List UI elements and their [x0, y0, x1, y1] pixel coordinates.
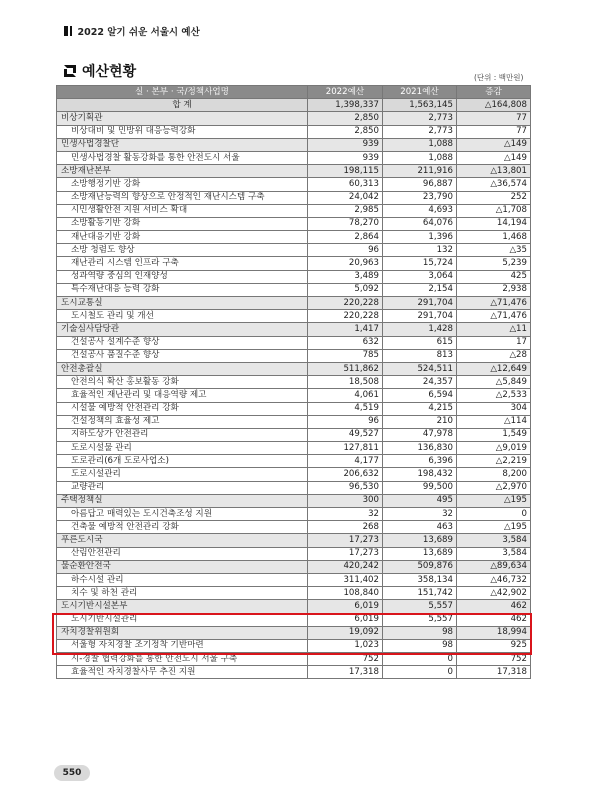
budget-2021: 2,154	[383, 283, 457, 296]
budget-2021: 96,887	[383, 178, 457, 191]
section-row	[57, 362, 531, 375]
section-row	[57, 138, 531, 151]
budget-2022: 18,508	[308, 376, 383, 389]
row-name: 물순환안전국	[57, 560, 308, 573]
section-row	[57, 297, 531, 310]
budget-2021: 5,557	[383, 613, 457, 626]
budget-diff: 8,200	[457, 468, 531, 481]
section-row	[57, 323, 531, 336]
row-name: 소방 청렴도 향상	[57, 244, 308, 257]
budget-2022: 108,840	[308, 587, 383, 600]
row-name: 아름답고 매력있는 도시건축조성 지원	[57, 508, 308, 521]
budget-2022: 96	[308, 415, 383, 428]
budget-2021: 1,088	[383, 151, 457, 164]
budget-diff: 304	[457, 402, 531, 415]
table-row	[57, 283, 531, 296]
budget-diff: 3,584	[457, 534, 531, 547]
budget-diff: △71,476	[457, 297, 531, 310]
budget-2021: 47,978	[383, 428, 457, 441]
row-name: 치수 및 하천 관리	[57, 587, 308, 600]
column-header: 실 · 본부 · 국/정책사업명	[57, 86, 308, 99]
table-row	[57, 455, 531, 468]
table-row	[57, 508, 531, 521]
budget-diff: △2,219	[457, 455, 531, 468]
table-row	[57, 204, 531, 217]
budget-diff: △42,902	[457, 587, 531, 600]
table-row	[57, 415, 531, 428]
budget-2021: 198,432	[383, 468, 457, 481]
budget-diff: 5,239	[457, 257, 531, 270]
budget-2021: 6,396	[383, 455, 457, 468]
budget-2022: 785	[308, 349, 383, 362]
row-name: 시설물 예방적 안전관리 강화	[57, 402, 308, 415]
total-row	[57, 99, 531, 112]
budget-2022: 6,019	[308, 600, 383, 613]
table-row	[57, 547, 531, 560]
budget-2021: 64,076	[383, 217, 457, 230]
table-row	[57, 481, 531, 494]
budget-diff: △195	[457, 521, 531, 534]
budget-2022: 939	[308, 151, 383, 164]
budget-diff: △2,970	[457, 481, 531, 494]
budget-2022: 1,417	[308, 323, 383, 336]
budget-2021: 23,790	[383, 191, 457, 204]
budget-2021: 2,773	[383, 112, 457, 125]
table-row	[57, 191, 531, 204]
budget-2021: 3,064	[383, 270, 457, 283]
budget-2022: 632	[308, 336, 383, 349]
budget-2022: 4,519	[308, 402, 383, 415]
table-row	[57, 613, 531, 626]
budget-diff: △149	[457, 138, 531, 151]
budget-2022: 32	[308, 508, 383, 521]
row-name: 소방재난본부	[57, 165, 308, 178]
table-row	[57, 639, 531, 652]
row-name: 기술심사담당관	[57, 323, 308, 336]
budget-2022: 24,042	[308, 191, 383, 204]
table-row	[57, 653, 531, 666]
page-number: 550	[54, 765, 90, 781]
budget-diff: 1,468	[457, 231, 531, 244]
table-row	[57, 231, 531, 244]
table-row	[57, 666, 531, 679]
row-name: 도시기반시설관리	[57, 613, 308, 626]
section-title	[64, 61, 136, 81]
table-row	[57, 521, 531, 534]
budget-diff: 14,194	[457, 217, 531, 230]
row-name: 건설공사 품질수준 향상	[57, 349, 308, 362]
budget-2021: 509,876	[383, 560, 457, 573]
header-bar-icon	[64, 26, 72, 36]
table-row	[57, 468, 531, 481]
section-row	[57, 112, 531, 125]
budget-diff: △114	[457, 415, 531, 428]
budget-2022: 206,632	[308, 468, 383, 481]
budget-2021: 6,594	[383, 389, 457, 402]
budget-2022: 3,489	[308, 270, 383, 283]
row-name: 건설공사 설계수준 향상	[57, 336, 308, 349]
table-row	[57, 217, 531, 230]
budget-2021: 2,773	[383, 125, 457, 138]
budget-2022: 4,061	[308, 389, 383, 402]
row-name: 푸른도시국	[57, 534, 308, 547]
budget-diff: △28	[457, 349, 531, 362]
budget-2022: 60,313	[308, 178, 383, 191]
row-name: 민생사법경찰 활동강화를 통한 안전도시 서울	[57, 151, 308, 164]
budget-2022: 2,864	[308, 231, 383, 244]
row-name: 교량관리	[57, 481, 308, 494]
budget-2022: 20,963	[308, 257, 383, 270]
row-name: 도시철도 관리 및 개선	[57, 310, 308, 323]
section-row	[57, 534, 531, 547]
budget-2021: 151,742	[383, 587, 457, 600]
budget-diff: △46,732	[457, 573, 531, 586]
budget-diff: 462	[457, 600, 531, 613]
budget-diff: △11	[457, 323, 531, 336]
budget-2021: 136,830	[383, 442, 457, 455]
table-row	[57, 151, 531, 164]
row-name: 도로시설관리	[57, 468, 308, 481]
budget-2021: 98	[383, 639, 457, 652]
row-name: 안전총괄실	[57, 362, 308, 375]
budget-2022: 939	[308, 138, 383, 151]
budget-2022: 300	[308, 494, 383, 507]
row-name: 도시기반시설본부	[57, 600, 308, 613]
budget-2022: 96	[308, 244, 383, 257]
budget-2021: 615	[383, 336, 457, 349]
row-name: 민생사법경찰단	[57, 138, 308, 151]
budget-diff: 462	[457, 613, 531, 626]
budget-2021: 358,134	[383, 573, 457, 586]
budget-table	[56, 85, 531, 679]
budget-2022: 2,850	[308, 112, 383, 125]
table-row	[57, 573, 531, 586]
row-name: 시민생활안전 지원 서비스 확대	[57, 204, 308, 217]
budget-2021: 1,563,145	[383, 99, 457, 112]
budget-2022: 19,092	[308, 626, 383, 639]
table-row	[57, 349, 531, 362]
budget-diff: 0	[457, 508, 531, 521]
budget-diff: △12,649	[457, 362, 531, 375]
section-row	[57, 600, 531, 613]
budget-diff: △149	[457, 151, 531, 164]
table-row	[57, 244, 531, 257]
row-name: 건축물 예방적 안전관리 강화	[57, 521, 308, 534]
budget-2021: 1,088	[383, 138, 457, 151]
budget-2021: 98	[383, 626, 457, 639]
row-name: 도로관리(6개 도로사업소)	[57, 455, 308, 468]
budget-2021: 132	[383, 244, 457, 257]
row-name: 효율적인 재난관리 및 대응역량 제고	[57, 389, 308, 402]
budget-2021: 0	[383, 653, 457, 666]
budget-2021: 99,500	[383, 481, 457, 494]
budget-2022: 2,850	[308, 125, 383, 138]
budget-2021: 813	[383, 349, 457, 362]
unit-label: (단위 : 백만원)	[474, 73, 524, 82]
row-name: 성과역량 중심의 인재양성	[57, 270, 308, 283]
budget-2022: 198,115	[308, 165, 383, 178]
budget-2022: 2,985	[308, 204, 383, 217]
row-name: 재난관리 시스템 인프라 구축	[57, 257, 308, 270]
budget-diff: 425	[457, 270, 531, 283]
budget-diff: △71,476	[457, 310, 531, 323]
budget-2022: 96,530	[308, 481, 383, 494]
budget-2022: 17,273	[308, 534, 383, 547]
budget-2021: 0	[383, 666, 457, 679]
row-name: 합 계	[57, 99, 308, 112]
budget-2022: 752	[308, 653, 383, 666]
row-name: 하수시설 관리	[57, 573, 308, 586]
budget-2022: 511,862	[308, 362, 383, 375]
table-row	[57, 376, 531, 389]
budget-2021: 32	[383, 508, 457, 521]
budget-2022: 220,228	[308, 310, 383, 323]
budget-diff: 18,994	[457, 626, 531, 639]
budget-2021: 5,557	[383, 600, 457, 613]
budget-diff: 17	[457, 336, 531, 349]
section-row	[57, 165, 531, 178]
table-row	[57, 389, 531, 402]
budget-diff: △89,634	[457, 560, 531, 573]
row-name: 지하도상가 안전관리	[57, 428, 308, 441]
budget-2021: 13,689	[383, 547, 457, 560]
row-name: 특수재난대응 능력 강화	[57, 283, 308, 296]
budget-2021: 463	[383, 521, 457, 534]
page-header	[64, 24, 200, 38]
table-row	[57, 270, 531, 283]
budget-2022: 268	[308, 521, 383, 534]
row-name: 시-경찰 협력강화를 통한 안전도시 서울 구축	[57, 653, 308, 666]
budget-diff: △2,533	[457, 389, 531, 402]
row-name: 효율적인 자치경찰사무 추진 지원	[57, 666, 308, 679]
table-row	[57, 587, 531, 600]
budget-diff: 925	[457, 639, 531, 652]
budget-2022: 6,019	[308, 613, 383, 626]
budget-diff: △35	[457, 244, 531, 257]
budget-2022: 420,242	[308, 560, 383, 573]
budget-diff: 3,584	[457, 547, 531, 560]
budget-diff: 252	[457, 191, 531, 204]
row-name: 소방재난능력의 향상으로 안정적인 재난시스템 구축	[57, 191, 308, 204]
table-header-row	[57, 86, 531, 99]
budget-diff: △13,801	[457, 165, 531, 178]
table-row	[57, 442, 531, 455]
section-row	[57, 560, 531, 573]
budget-2022: 49,527	[308, 428, 383, 441]
table-row	[57, 428, 531, 441]
section-title-text: 예산현황	[82, 64, 137, 80]
table-row	[57, 310, 531, 323]
section-row	[57, 494, 531, 507]
budget-2021: 1,428	[383, 323, 457, 336]
budget-diff: △5,849	[457, 376, 531, 389]
budget-2022: 17,273	[308, 547, 383, 560]
budget-2022: 220,228	[308, 297, 383, 310]
budget-2022: 78,270	[308, 217, 383, 230]
budget-2021: 15,724	[383, 257, 457, 270]
row-name: 안전의식 확산 홍보활동 강화	[57, 376, 308, 389]
budget-diff: 1,549	[457, 428, 531, 441]
budget-2021: 210	[383, 415, 457, 428]
section-row	[57, 626, 531, 639]
budget-2022: 127,811	[308, 442, 383, 455]
row-name: 재난대응기반 강화	[57, 231, 308, 244]
budget-diff: 2,938	[457, 283, 531, 296]
budget-2021: 291,704	[383, 297, 457, 310]
row-name: 산림안전관리	[57, 547, 308, 560]
budget-diff: 752	[457, 653, 531, 666]
column-header: 2022예산	[308, 86, 383, 99]
table-row	[57, 257, 531, 270]
budget-2022: 311,402	[308, 573, 383, 586]
row-name: 서울형 자치경찰 조기정착 기반마련	[57, 639, 308, 652]
budget-diff: △164,808	[457, 99, 531, 112]
budget-diff: 77	[457, 112, 531, 125]
budget-2021: 524,511	[383, 362, 457, 375]
budget-2022: 1,398,337	[308, 99, 383, 112]
row-name: 비상기획관	[57, 112, 308, 125]
row-name: 건설정책의 효율성 제고	[57, 415, 308, 428]
budget-2021: 13,689	[383, 534, 457, 547]
row-name: 소방행정기반 강화	[57, 178, 308, 191]
budget-2022: 5,092	[308, 283, 383, 296]
row-name: 비상대비 및 민방위 대응능력강화	[57, 125, 308, 138]
budget-diff: 77	[457, 125, 531, 138]
budget-2021: 24,357	[383, 376, 457, 389]
budget-2021: 1,396	[383, 231, 457, 244]
budget-2021: 495	[383, 494, 457, 507]
table-row	[57, 178, 531, 191]
budget-2021: 291,704	[383, 310, 457, 323]
row-name: 주택정책실	[57, 494, 308, 507]
budget-2022: 1,023	[308, 639, 383, 652]
row-name: 소방활동기반 강화	[57, 217, 308, 230]
budget-2022: 17,318	[308, 666, 383, 679]
budget-2021: 4,215	[383, 402, 457, 415]
budget-diff: △1,708	[457, 204, 531, 217]
row-name: 도로시설물 관리	[57, 442, 308, 455]
row-name: 도시교통실	[57, 297, 308, 310]
row-name: 자치경찰위원회	[57, 626, 308, 639]
table-row	[57, 336, 531, 349]
budget-2021: 4,693	[383, 204, 457, 217]
budget-diff: 17,318	[457, 666, 531, 679]
column-header: 2021예산	[383, 86, 457, 99]
budget-2022: 4,177	[308, 455, 383, 468]
budget-2021: 211,916	[383, 165, 457, 178]
budget-diff: △9,019	[457, 442, 531, 455]
column-header: 증감	[457, 86, 531, 99]
table-row	[57, 402, 531, 415]
budget-diff: △36,574	[457, 178, 531, 191]
header-text: 2022 알기 쉬운 서울시 예산	[77, 27, 200, 38]
table-row	[57, 125, 531, 138]
budget-diff: △195	[457, 494, 531, 507]
square-bullet-icon	[64, 65, 76, 77]
